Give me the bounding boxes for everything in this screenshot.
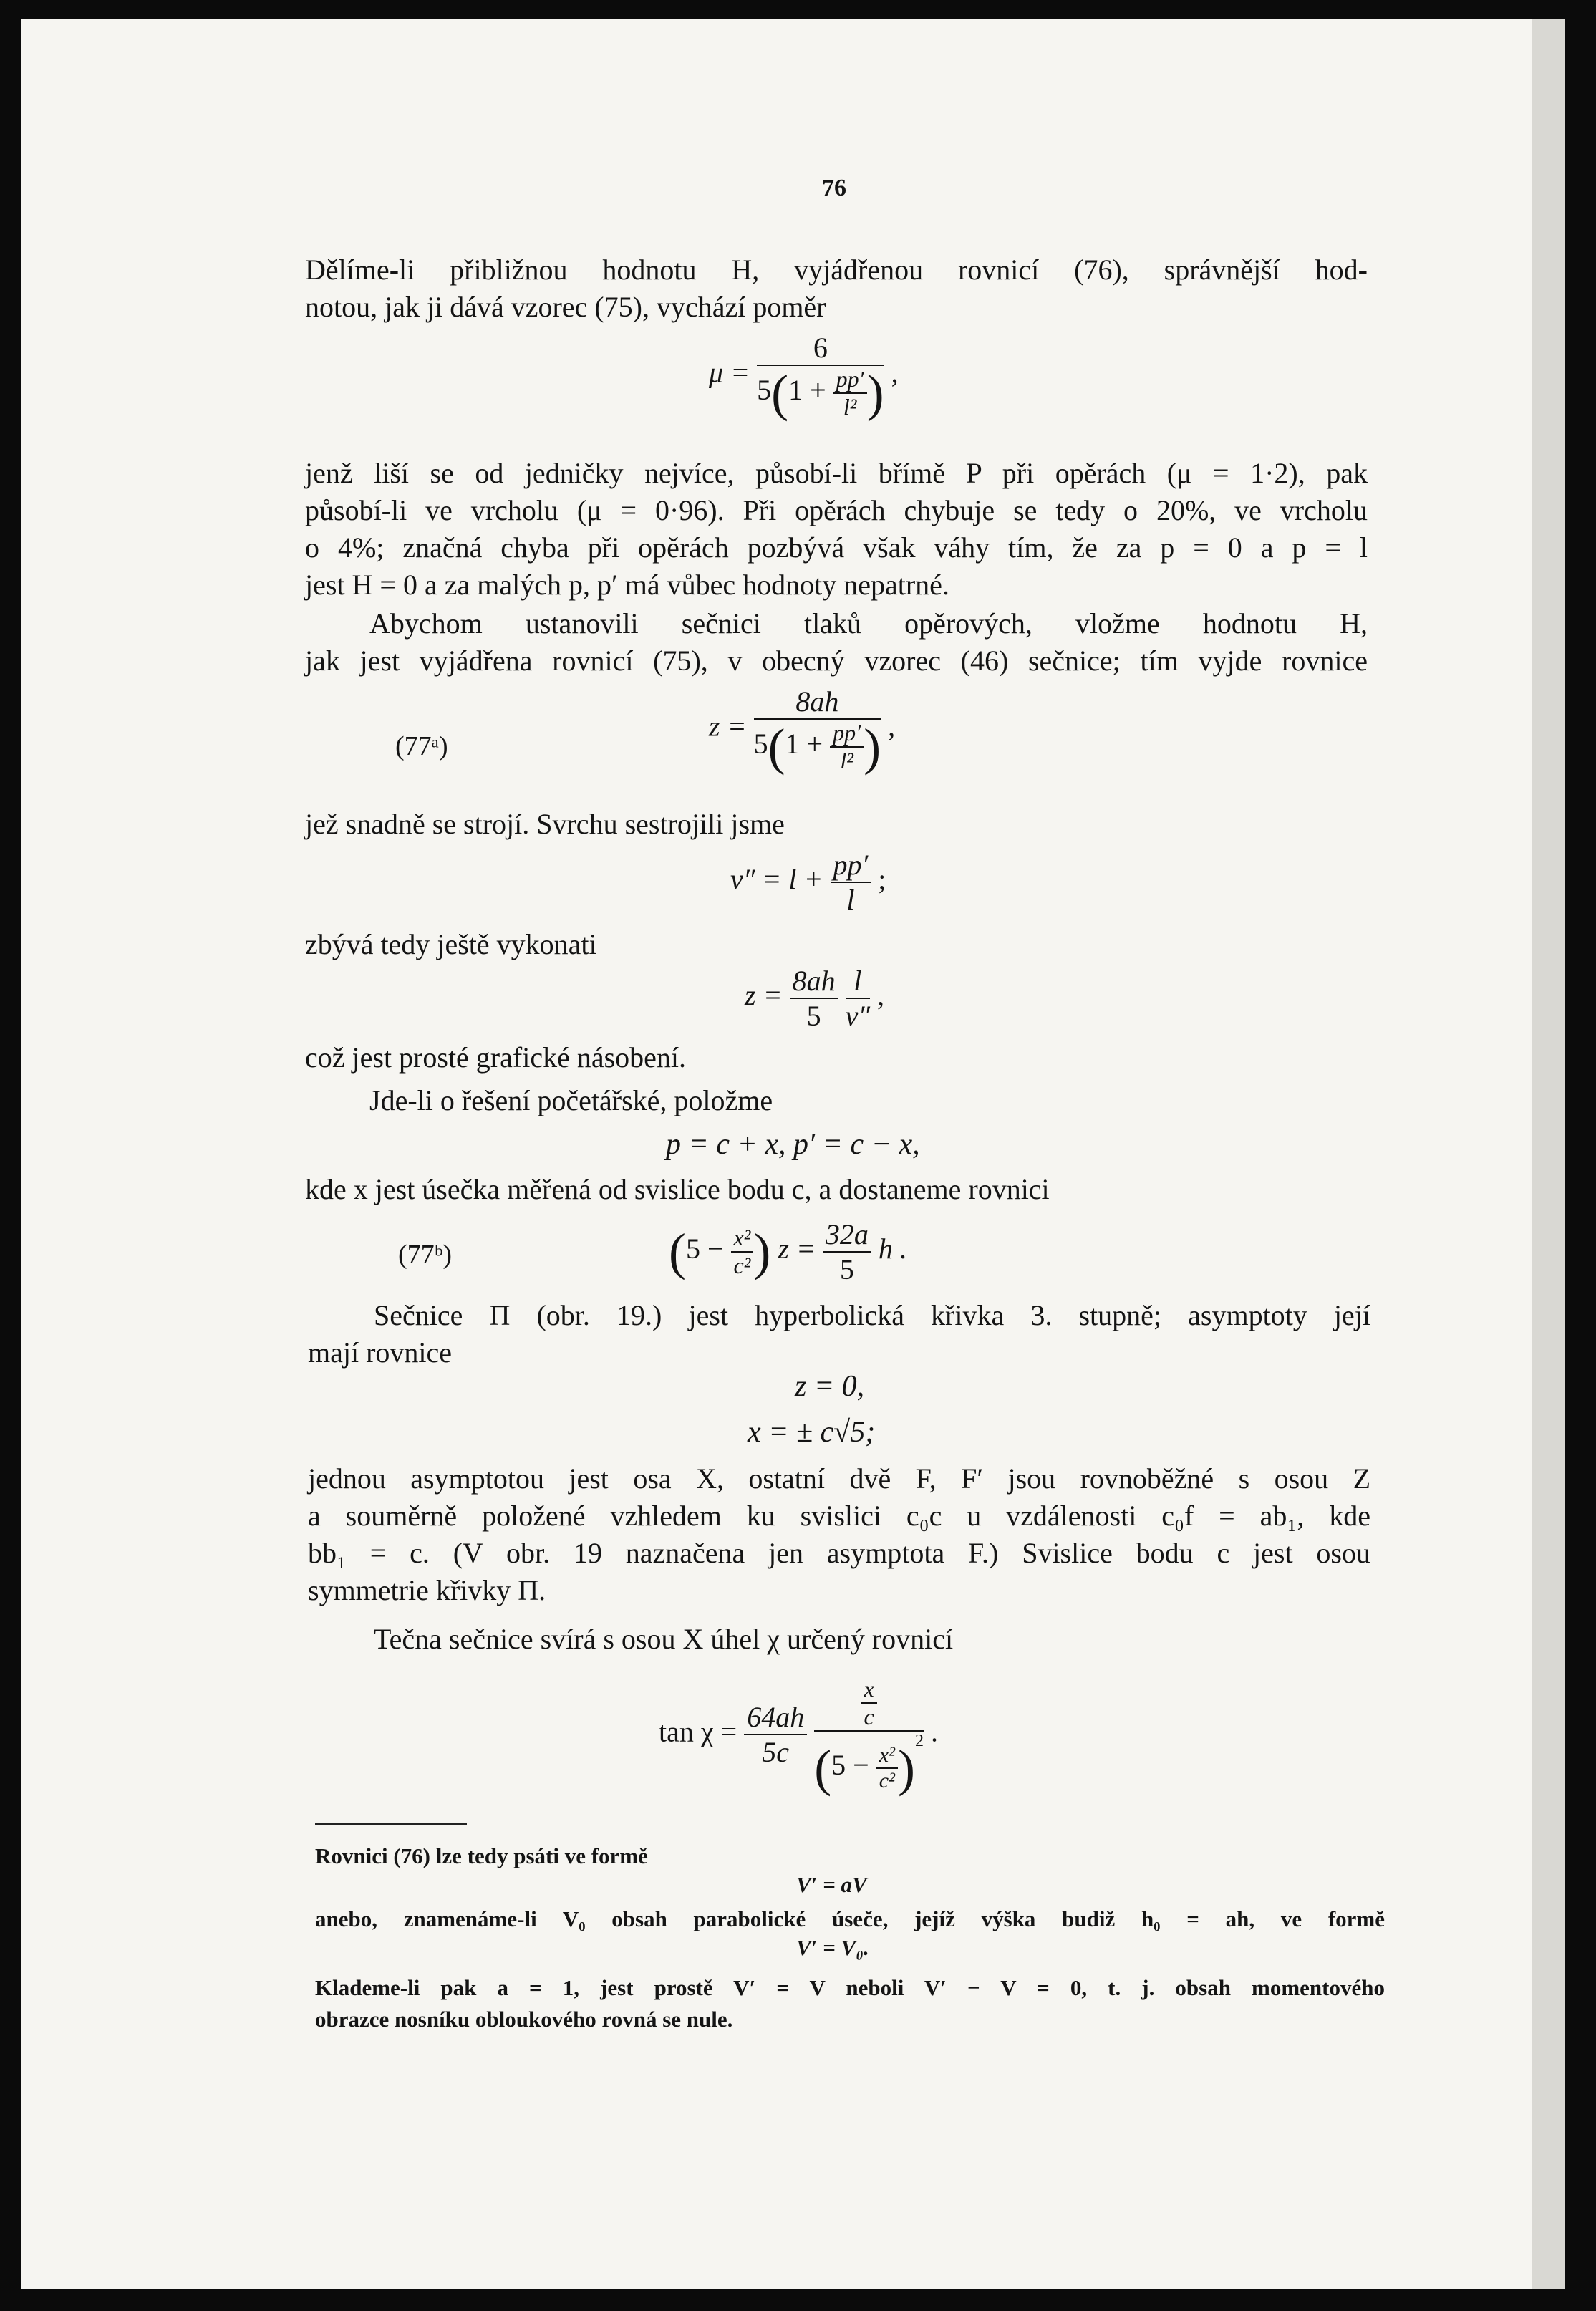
h-term: h . (878, 1232, 907, 1265)
denominator: 5 (839, 1253, 854, 1285)
z-lhs: z = (745, 979, 783, 1012)
denominator: 5 (806, 1000, 821, 1032)
term: 1 + (785, 728, 823, 761)
mu-lhs: μ = (709, 356, 750, 389)
fraction (754, 685, 881, 774)
fraction (790, 964, 838, 1033)
term: 5 − (831, 1749, 869, 1781)
numerator: x² (731, 1225, 754, 1253)
footnote-equation-1: V′ = aV (796, 1872, 867, 1897)
equation-77b (669, 1217, 907, 1286)
paragraph-line: Dělíme-li přibližnou hodnotu H, vyjádřenou rovnicí (76), správnější hod- (305, 254, 1368, 286)
numerator: pp′ (830, 720, 864, 748)
right-paren: ) (753, 1223, 771, 1280)
punct: . (931, 1715, 939, 1748)
paragraph-line: jest H = 0 a za malých p, p′ má vůbec hodnoty nepatrné. (305, 569, 949, 601)
denominator: 5c (762, 1736, 790, 1769)
paragraph-line: jak jest vyjádřena rovnicí (75), v obecný vzorec (46) sečnice; tím vyjde rovnice (305, 645, 1368, 677)
denominator (757, 366, 884, 420)
numerator (814, 1676, 924, 1732)
paragraph-line: což jest prosté grafické násobení. (305, 1041, 687, 1074)
numerator: l (846, 964, 870, 999)
scan-edge (1532, 19, 1565, 2289)
paragraph-line: Sečnice Π (obr. 19.) jest hyperbolická křivka 3. stupně; asymptoty její (374, 1299, 1370, 1331)
fraction (757, 331, 884, 420)
denominator: c² (733, 1253, 751, 1278)
z-lhs: z = (709, 710, 747, 743)
numerator: pp′ (831, 848, 871, 883)
denominator: l² (840, 748, 853, 773)
punct: , (888, 710, 896, 743)
right-paren: ) (864, 718, 881, 776)
paragraph-line: a souměrně položené vzhledem ku svislici c₀c u vzdálenosti c₀f = ab₁, kde (308, 1500, 1370, 1532)
denominator: l (846, 884, 855, 916)
inner-fraction (861, 1676, 877, 1730)
paragraph-line: působí-li ve vrcholu (μ = 0·96). Při opěrách chybuje se tedy o 20%, ve vrcholu (305, 494, 1368, 526)
coefficient: 5 (757, 374, 772, 407)
v2-lhs: v″ = l + (730, 863, 823, 896)
paragraph-line: mají rovnice (308, 1336, 453, 1369)
denominator: c (864, 1704, 874, 1729)
left-paren: ( (814, 1739, 832, 1797)
tan-lhs: tan χ = (659, 1715, 737, 1748)
left-paren: ( (768, 718, 785, 776)
term: 1 + (788, 374, 826, 407)
paragraph-line: symmetrie křivky Π. (308, 1574, 546, 1606)
coefficient: 5 (753, 728, 768, 761)
numerator: 8ah (754, 685, 881, 720)
paragraph-line: jež snadně se strojí. Svrchu sestrojili jsme (305, 808, 785, 840)
denominator (814, 1732, 924, 1797)
footnote-rule (315, 1823, 467, 1825)
left-paren: ( (669, 1223, 686, 1280)
equation-77a (709, 685, 895, 774)
denominator: c² (879, 1768, 896, 1793)
equation-label-77a: (77ᵃ) (395, 731, 448, 761)
inner-fraction (833, 366, 867, 420)
footnote-line: obrazce nosníku obloukového rovná se nule. (315, 2007, 733, 2032)
footnote-line: Rovnici (76) lze tedy psáti ve formě (315, 1843, 648, 1868)
paragraph-line: jednou asymptotou jest osa X, ostatní dvě F, F′ jsou rovnoběžné s osou Z (308, 1462, 1370, 1495)
paragraph-line: notou, jak ji dává vzorec (75), vychází poměr (305, 291, 826, 323)
equation-p-substitution: p = c + x, p′ = c − x, (666, 1128, 920, 1161)
equation-label-77b: (77ᵇ) (398, 1240, 453, 1270)
numerator: pp′ (833, 366, 867, 394)
paragraph-line: Jde-li o řešení početářské, položme (369, 1084, 773, 1116)
equation-asymptote-1: z = 0, (795, 1370, 865, 1403)
fraction (831, 848, 871, 917)
footnote-line: anebo, znamenáme-li V₀ obsah parabolické úseče, jejíž výška budiž h₀ = ah, ve formě (315, 1906, 1385, 1931)
numerator: 64ah (744, 1700, 807, 1735)
inner-fraction (731, 1225, 754, 1279)
paragraph-line: kde x jest úsečka měřená od svislice bodu c, a dostaneme rovnici (305, 1173, 1050, 1205)
right-paren: ) (898, 1739, 916, 1797)
equation-tan-chi (659, 1676, 939, 1797)
punct: , (876, 979, 884, 1012)
page-number: 76 (822, 175, 846, 201)
footnote-line: Klademe-li pak a = 1, jest prostě V′ = V neboli V′ − V = 0, t. j. obsah momentového (315, 1975, 1385, 2000)
inner-fraction (876, 1743, 898, 1793)
fraction (823, 1217, 871, 1286)
paragraph-line: Tečna sečnice svírá s osou X úhel χ určený rovnicí (374, 1623, 954, 1655)
equation-asymptote-2: x = ± c√5; (748, 1416, 876, 1449)
numerator: x (861, 1676, 877, 1704)
term: 5 − (685, 1232, 724, 1265)
paragraph-line: zbývá tedy ještě vykonati (305, 928, 597, 960)
denominator: l² (843, 394, 857, 420)
left-paren: ( (771, 365, 789, 422)
equation-v2 (730, 848, 886, 917)
paragraph-line: Abychom ustanovili sečnici tlaků opěrových, vložme hodnotu H, (369, 607, 1368, 640)
fraction (744, 1700, 807, 1769)
exponent: 2 (915, 1732, 924, 1750)
punct: , (891, 356, 899, 389)
z-term: z = (778, 1232, 816, 1265)
inner-fraction (830, 720, 864, 774)
right-paren: ) (866, 365, 884, 422)
denominator: v″ (845, 1000, 870, 1032)
fraction (846, 964, 870, 1033)
paragraph-line: o 4%; značná chyba při opěrách pozbývá však váhy tím, že za p = 0 a p = l (305, 531, 1368, 564)
numerator: 8ah (790, 964, 838, 999)
equation-mu (709, 331, 899, 420)
numerator: 6 (757, 331, 884, 366)
paragraph-line: bb₁ = c. (V obr. 19 naznačena jen asymptota F.) Svislice bodu c jest osou (308, 1537, 1370, 1569)
paragraph-line: jenž liší se od jedničky nejvíce, působí-li břímě P při opěrách (μ = 1·2), pak (305, 457, 1368, 489)
equation-z-product (745, 964, 884, 1033)
compound-fraction (814, 1676, 924, 1797)
numerator: 32a (823, 1217, 871, 1253)
numerator: x² (876, 1743, 898, 1769)
footnote-equation-2: V′ = V₀. (796, 1935, 869, 1960)
punct: ; (878, 863, 886, 896)
denominator (754, 720, 881, 774)
